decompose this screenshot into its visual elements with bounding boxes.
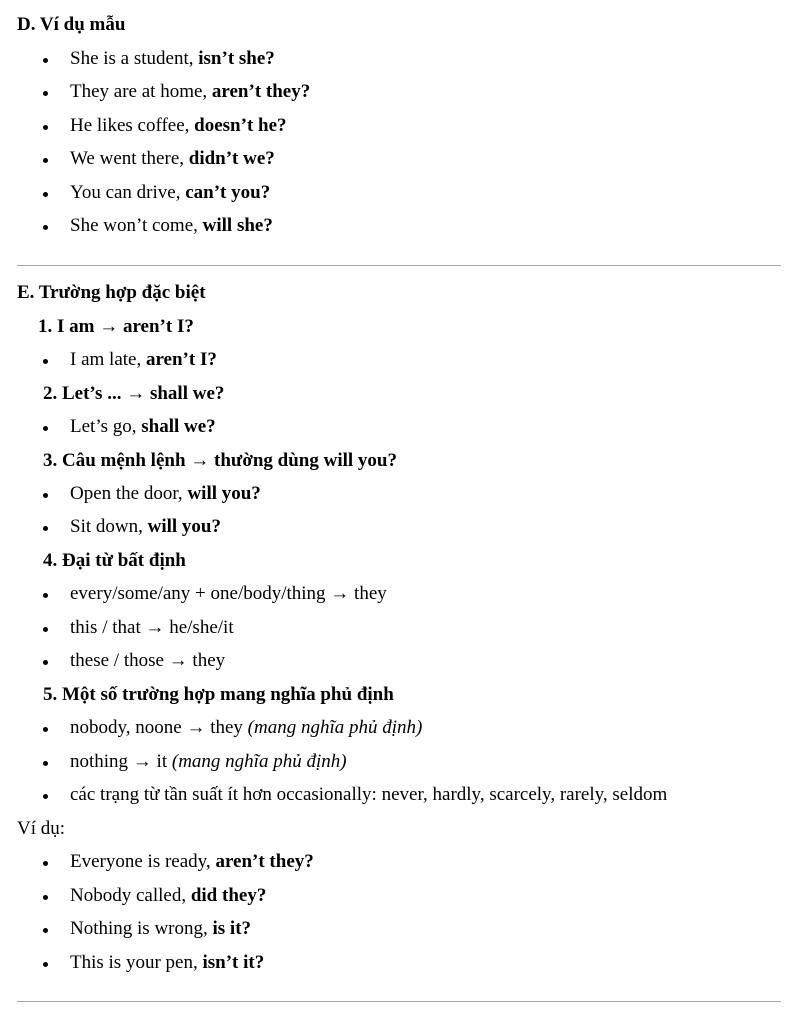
example-sentence: Let’s go, — [70, 416, 142, 437]
bullet-dot — [43, 426, 48, 431]
example-sentence: Nobody called, — [70, 885, 191, 906]
example-label: Ví dụ: — [17, 818, 66, 839]
bullet-dot — [43, 493, 48, 498]
example-sentence: You can drive, — [70, 182, 186, 203]
tag-question: is it? — [212, 918, 252, 939]
bullet-dot — [43, 58, 48, 63]
bullet-dot — [43, 962, 48, 967]
tag-question: aren’t they? — [215, 851, 314, 872]
tag-question: can’t you? — [185, 182, 271, 203]
tag-question: doesn’t he? — [194, 115, 287, 136]
rule-text: this / that → he/she/it — [70, 617, 234, 638]
example-sentence: Sit down, — [70, 516, 148, 537]
case-2-title: 2. Let’s ... → shall we? — [43, 383, 225, 404]
case-5-title: 5. Một số trường hợp mang nghĩa phủ định — [43, 684, 394, 705]
rule-note: (mang nghĩa phủ định) — [171, 751, 347, 772]
bullet-dot — [43, 359, 48, 364]
tag-question: will she? — [202, 215, 273, 236]
bullet-dot — [43, 158, 48, 163]
tag-question: will you? — [147, 516, 221, 537]
rule-text: these / those → they — [70, 650, 226, 671]
bullet-dot — [43, 861, 48, 866]
bullet-dot — [43, 225, 48, 230]
example-sentence: Open the door, — [70, 483, 188, 504]
rule-text: every/some/any + one/body/thing → they — [70, 583, 387, 604]
rule-text: nobody, noone → they — [70, 717, 248, 738]
tag-question: shall we? — [141, 416, 216, 437]
example-sentence: This is your pen, — [70, 952, 203, 973]
section-e-heading: E. Trường hợp đặc biệt — [17, 282, 206, 303]
example-sentence: I am late, — [70, 349, 146, 370]
rule-text: nothing → it — [70, 751, 172, 772]
bullet-dot — [43, 627, 48, 632]
bullet-dot — [43, 125, 48, 130]
case-4-title: 4. Đại từ bất định — [43, 550, 186, 571]
bullet-dot — [43, 928, 48, 933]
tag-question: did they? — [190, 885, 267, 906]
example-sentence: Nothing is wrong, — [70, 918, 213, 939]
tag-question: isn’t it? — [202, 952, 265, 973]
bullet-dot — [43, 794, 48, 799]
section-divider — [17, 1001, 781, 1002]
bullet-dot — [43, 895, 48, 900]
bullet-dot — [43, 660, 48, 665]
rule-text: các trạng từ tần suất ít hơn occasionally: never, hardly, scarcely, rarely, seldom — [70, 784, 668, 805]
section-d-heading: D. Ví dụ mẫu — [17, 14, 126, 35]
bullet-dot — [43, 91, 48, 96]
tag-question: didn’t we? — [188, 148, 275, 169]
tag-question: will you? — [187, 483, 261, 504]
case-1-title: 1. I am → aren’t I? — [38, 316, 194, 337]
bullet-dot — [43, 192, 48, 197]
example-sentence: They are at home, — [70, 81, 212, 102]
bullet-dot — [43, 526, 48, 531]
example-sentence: She is a student, — [70, 48, 199, 69]
example-sentence: He likes coffee, — [70, 115, 195, 136]
tag-question: isn’t she? — [198, 48, 275, 69]
example-sentence: She won’t come, — [70, 215, 203, 236]
bullet-dot — [43, 727, 48, 732]
tag-question: aren’t they? — [211, 81, 311, 102]
tag-question: aren’t I? — [145, 349, 217, 370]
section-divider — [17, 265, 781, 266]
bullet-dot — [43, 761, 48, 766]
case-3-title: 3. Câu mệnh lệnh → thường dùng will you? — [43, 450, 397, 471]
example-sentence: We went there, — [70, 148, 189, 169]
rule-note: (mang nghĩa phủ định) — [247, 717, 423, 738]
bullet-dot — [43, 593, 48, 598]
example-sentence: Everyone is ready, — [70, 851, 216, 872]
